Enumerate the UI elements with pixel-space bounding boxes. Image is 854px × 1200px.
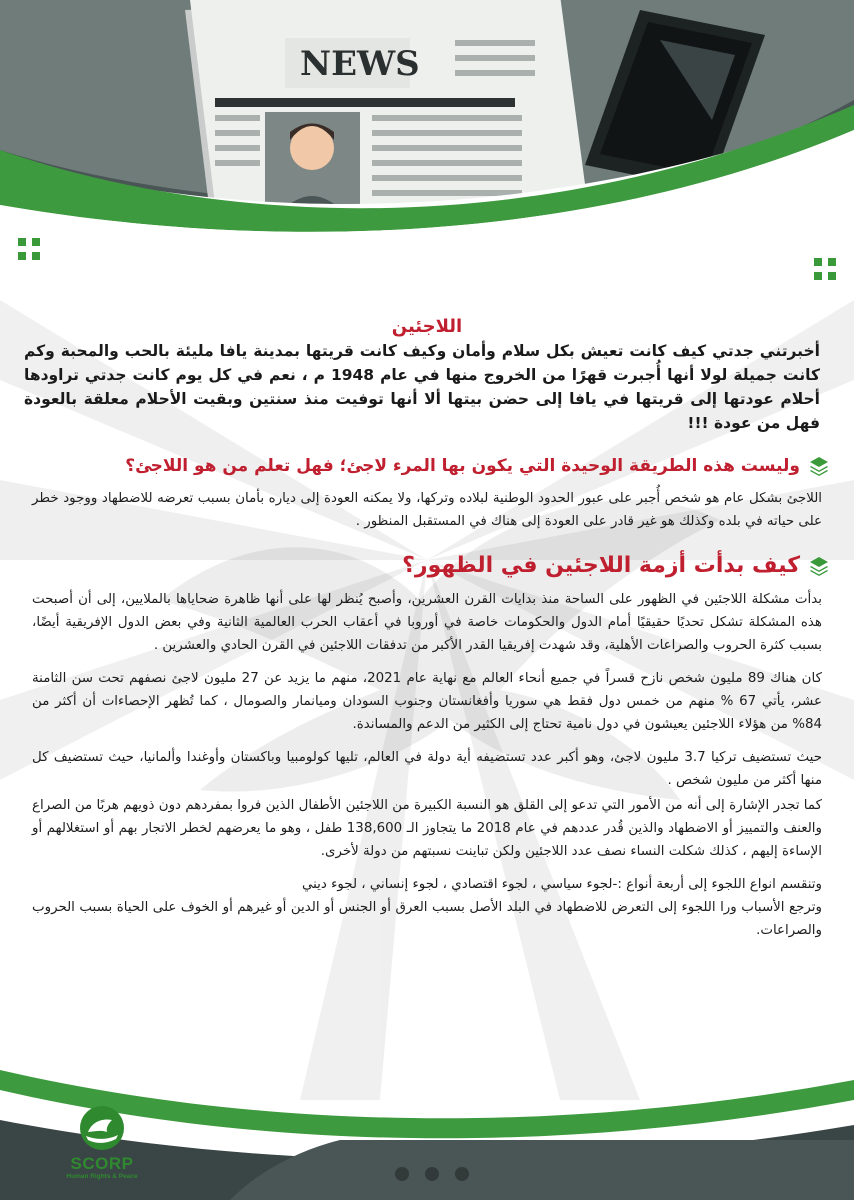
page-dot bbox=[425, 1167, 439, 1181]
intro-paragraph: أخبرتني جدتي كيف كانت تعيش بكل سلام وأمان وكيف كانت قريتها بمدينة يافا مليئة بالحب والمحبة وكم كانت جميلة لولا أنها أُجبرت قهرًا من الخروج منها في عام 1948 م ، نعم في كل يوم كانت جدتي تراودها أحلام عودتها إلى قريتها في يافا إلى حضن بيتها ألا أنها توفيت منذ سنتين وبقيت الأحلام معلقة بالعودة فهل من عودة !!! bbox=[24, 342, 820, 432]
layers-icon bbox=[808, 455, 830, 477]
section2-paragraph-2: كان هناك 89 مليون شخص نازح قسراً في جميع أنحاء العالم مع نهاية عام 2021، منهم ما يزيد عن 27 مليون لاجئ نصفهم تحت سن الثامنة عشر، يأتي 67 % منهم من خمس دول فقط هي سوريا وأفغانستان وجنوب السودان وميانمار والصومال ، كما تُظهر الإحصاءات أن أكثر من 84% من هؤلاء اللاجئين يعيشون في دول نامية تحتاج إلى الكثير من الدعم والمساندة. bbox=[32, 671, 822, 732]
section1-heading bbox=[24, 455, 830, 477]
section1-heading-text: وليست هذه الطريقة الوحيدة التي يكون بها المرء لاجئ؛ فهل تعلم من هو اللاجئ؟ bbox=[125, 456, 800, 476]
section1-paragraph: اللاجئ بشكل عام هو شخص أُجبر على عبور الحدود الوطنية لبلاده وتركها، ولا يمكنه العودة إلى دياره بأمان بسبب تعرضه للاضطهاد ووجود خطر على حياته في بلده وكذلك هو غير قادر على العودة إلى هناك في المستقبل المنظور . bbox=[32, 491, 822, 529]
logo-name: SCORP bbox=[70, 1154, 134, 1173]
section2-paragraph-3: حيث تستضيف تركيا 3.7 مليون لاجئ، وهو أكبر عدد تستضيفه أية دولة في العالم، تليها كولومبيا وباكستان وأوغندا وألمانيا، حيث تستضيف كل منها أكثر من مليون شخص . bbox=[32, 750, 822, 788]
page-dot bbox=[455, 1167, 469, 1181]
logo-tagline: Human Rights & Peace bbox=[66, 1173, 138, 1180]
decorative-squares-right bbox=[814, 258, 844, 288]
article bbox=[24, 312, 830, 952]
section2-heading-text: كيف بدأت أزمة اللاجئين في الظهور؟ bbox=[402, 553, 800, 578]
layers-icon bbox=[808, 555, 830, 577]
decorative-squares-left bbox=[18, 238, 48, 268]
footer-logo bbox=[52, 1155, 152, 1181]
dove-hand-icon bbox=[52, 1102, 152, 1198]
page-dot bbox=[395, 1167, 409, 1181]
section2-paragraph-1: بدأت مشكلة اللاجئين في الظهور على الساحة منذ بدايات القرن العشرين، وأصبح يُنظر لها على أنها ظاهرة ضحاياها بالملايين، إلى أن أصبحت هذه المشكلة تشكل تحديًا حقيقيًا أمام الدول والحكومات خاصة في أوروبا في أعقاب الحرب العالمية الثانية وفي بعض الدول الإفريقية أيضًا، بسبب كثرة الحروب والصراعات الأهلية، وقد شهدت إفريقيا القدر الأكبر من تدفقات اللاجئين في القرن الحادي والعشرين . bbox=[32, 592, 822, 653]
page-dots bbox=[395, 1167, 469, 1181]
section2-paragraph-4: كما تجدر الإشارة إلى أنه من الأمور التي تدعو إلى القلق هو النسبة الكبيرة من اللاجئين الأطفال الذين فروا بمفردهم دون ذويهم هربًا من الصراع والعنف والتمييز أو الاضطهاد والذين قُدر عددهم في عام 2018 ما يتجاوز الـ 138,600 طفل ، وهو ما يعرضهم لخطر الاتجار بهم أو استغلالهم أو الإساءة إليهم ، كذلك شكلت النساء نصف عدد اللاجئين ولكن تباينت نسبتهم من دولة لأخرى. bbox=[32, 798, 822, 859]
section2-heading bbox=[24, 553, 830, 578]
article-title: اللاجئين bbox=[391, 316, 463, 337]
newspaper-masthead: NEWS bbox=[300, 44, 420, 84]
section2-paragraph-5: وتنقسم انواع اللجوء إلى أربعة أنواع :-لجوء سياسي ، لجوء اقتصادي ، لجوء إنساني ، لجوء ديني وترجع الأسباب ورا اللجوء إلى التعرض للاضطهاد في البلد الأصل بسبب العرق أو الجنس أو الدين أو غيرهم أو الخوف على الحياة بسبب الحروب والصراعات. bbox=[32, 877, 822, 938]
